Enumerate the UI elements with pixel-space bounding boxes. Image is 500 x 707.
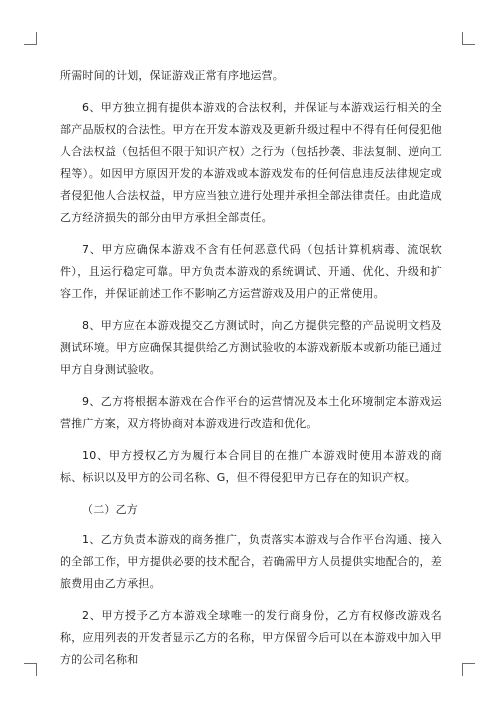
document-body bbox=[60, 65, 442, 681]
crop-mark-bottom-right bbox=[462, 663, 475, 676]
paragraph-clause-10: 10、甲方授权乙方为履行本合同目的在推广本游戏时使用本游戏的商标、标识以及甲方的公司名称、G，但不得侵犯甲方已存在的知识产权。 bbox=[60, 449, 442, 484]
crop-mark-bottom-left bbox=[24, 663, 37, 676]
paragraph-clause-6: 6、甲方独立拥有提供本游戏的合法权利，并保证与本游戏运行相关的全部产品版权的合法性。甲方在开发本游戏及更新升级过程中不得有任何侵犯他人合法权益（包括但不限于知识产权）之行为（包括抄袭、非法复制、逆向工程等）。如因甲方原因开发的本游戏或本游戏发布的任何信息违反法律规定或者侵犯他人合法权益，甲方应当独立进行处理并承担全部法律责任。由此造成乙方经济损失的部分由甲方承担全部责任。 bbox=[60, 101, 442, 224]
paragraph-party-b-clause-1: 1、乙方负责本游戏的商务推广，负责落实本游戏与合作平台沟通、接入的全部工作，甲方提供必要的技术配合，若确需甲方人员提供实地配合的，差旅费用由乙方承担。 bbox=[60, 533, 442, 590]
section-heading-party-b: （二）乙方 bbox=[82, 503, 138, 516]
crop-mark-top-left bbox=[24, 32, 37, 45]
paragraph-clause-8: 8、甲方应在本游戏提交乙方测试时，向乙方提供完整的产品说明文档及测试环境。甲方应确保其提供给乙方测试验收的本游戏新版本或新功能已通过甲方自身测试验收。 bbox=[60, 319, 442, 376]
paragraph-party-b-clause-2: 2、甲方授予乙方本游戏全球唯一的发行商身份，乙方有权修改游戏名称，应用列表的开发者显示乙方的名称，甲方保留今后可以在本游戏中加入甲方的公司名称和 bbox=[60, 609, 442, 666]
paragraph-clause-7: 7、甲方应确保本游戏不含有任何恶意代码（包括计算机病毒、流氓软件），且运行稳定可靠。甲方负责本游戏的系统调试、开通、优化、升级和扩容工作，并保证前述工作不影响乙方运营游戏及用户的正常使用。 bbox=[60, 243, 442, 300]
paragraph-continuation: 所需时间的计划，保证游戏正常有序地运营。 bbox=[60, 69, 284, 82]
paragraph-clause-9: 9、乙方将根据本游戏在合作平台的运营情况及本土化环境制定本游戏运营推广方案，双方将协商对本游戏进行改造和优化。 bbox=[60, 395, 442, 430]
crop-mark-top-right bbox=[462, 32, 475, 45]
